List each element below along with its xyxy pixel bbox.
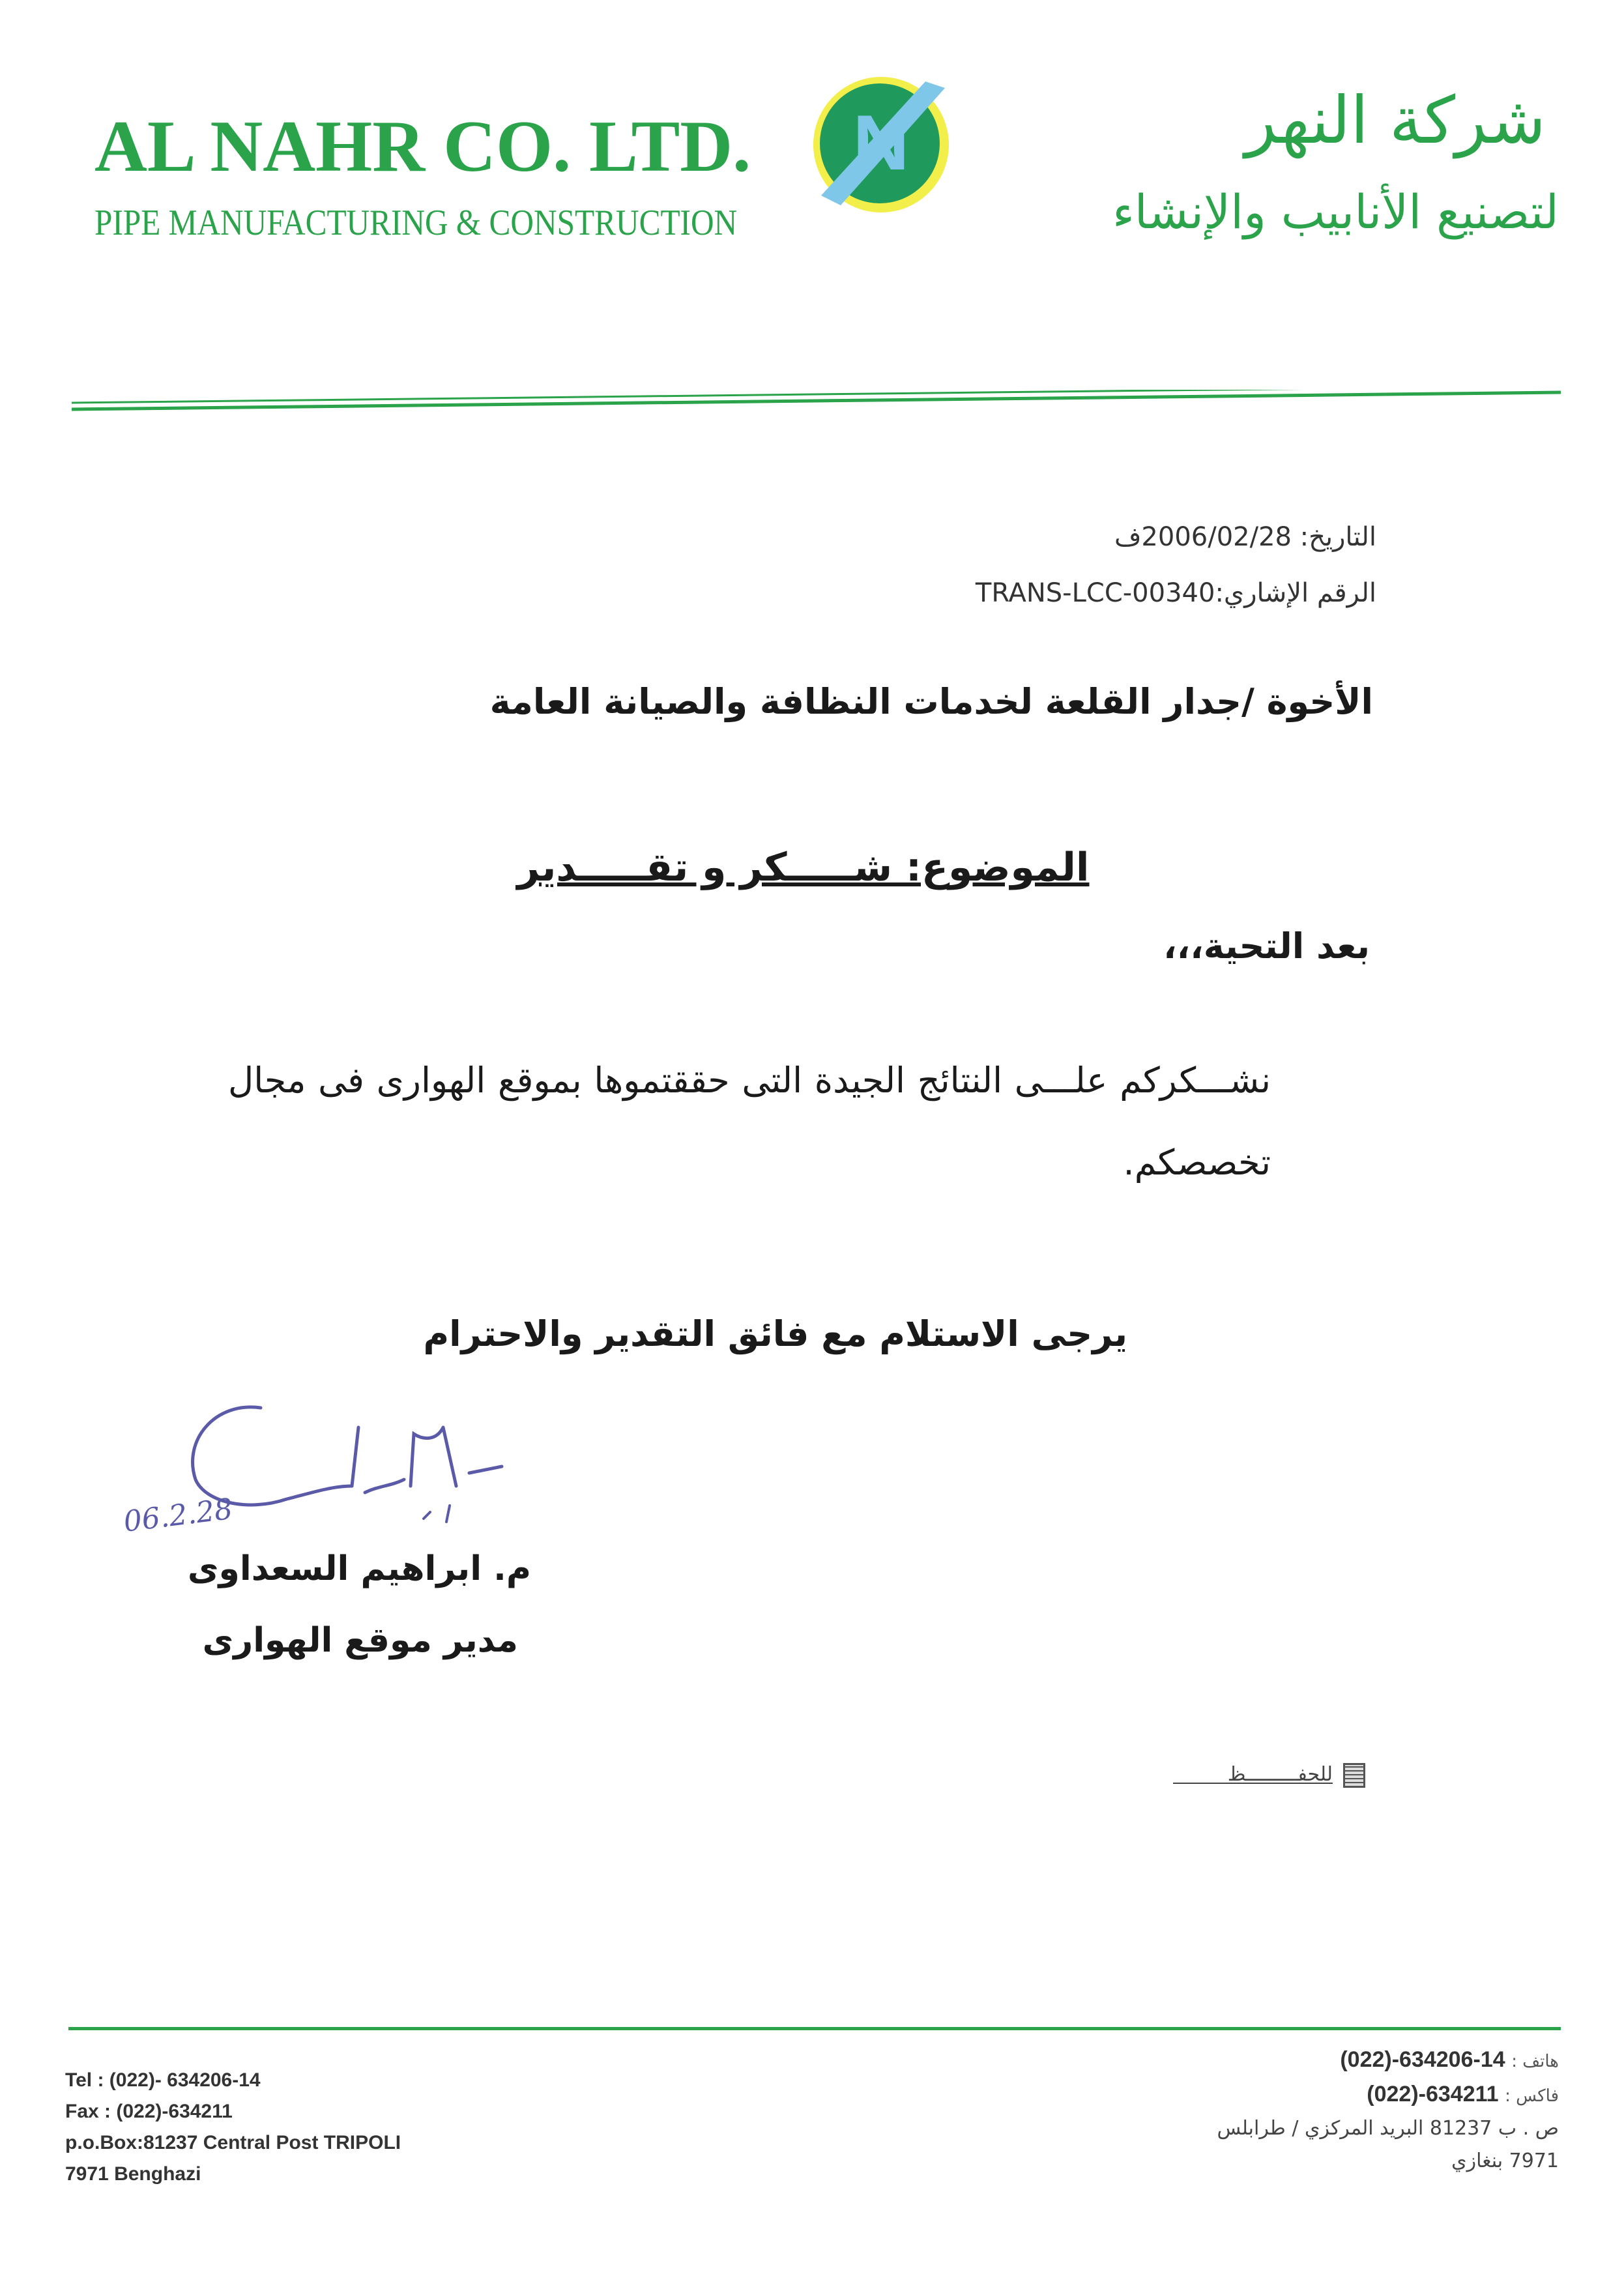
company-name-english: AL NAHR CO. LTD.	[94, 106, 751, 187]
letter-body: نشـــكركم علـــى النتائج الجيدة التى حققتموها بموقع الهوارى فى مجال تخصصكم.	[228, 1060, 1271, 1183]
file-note	[1170, 1757, 1372, 1796]
company-name-arabic: شركة النهر	[1245, 82, 1546, 158]
reference-number: الرقم الإشاري:TRANS-LCC-00340	[975, 578, 1376, 608]
footer-fax-ar	[1103, 2078, 1559, 2112]
footer-tel-label-ar: هاتف :	[1511, 2052, 1559, 2071]
footer-pobox-en: p.o.Box:81237 Central Post TRIPOLI	[65, 2132, 401, 2153]
greeting: بعد التحية،،،	[1163, 926, 1370, 967]
header-divider	[72, 390, 1561, 412]
footer-branch-ar: 7971 بنغازي	[1451, 2150, 1559, 2172]
recipient: الأخوة /جدار القلعة لخدمات النظافة والصيانة العامة	[489, 681, 1373, 722]
company-tagline-arabic: لتصنيع الأنابيب والإنشاء	[1112, 184, 1559, 239]
footer-tel-en: Tel : (022)- 634206-14	[65, 2069, 261, 2091]
closing-line: يرجى الاستلام مع فائق التقدير والاحترام	[423, 1313, 1127, 1354]
company-tagline-english: PIPE MANUFACTURING & CONSTRUCTION	[94, 203, 738, 243]
footer-tel-ar	[1103, 2043, 1559, 2078]
company-logo	[808, 72, 955, 218]
footer-contact-arabic	[1103, 2043, 1559, 2178]
file-note-label: للحفـــــــــظ	[1227, 1763, 1333, 1786]
logo-mark: N	[852, 99, 910, 186]
footer-branch-en: 7971 Benghazi	[65, 2163, 201, 2185]
footer-fax-en: Fax : (022)-634211	[65, 2101, 233, 2122]
footer-fax-number-ar: (022)-634211	[1367, 2082, 1499, 2107]
signature-date: 06.2.28	[121, 1492, 235, 1539]
signer-title: مدير موقع الهوارى	[202, 1621, 518, 1660]
footer-contact-english	[65, 2065, 521, 2190]
subject-line: الموضوع: شـــــكر و تقـــــدير	[517, 845, 1090, 890]
footer-pobox-ar: ص . ب 81237 البريد المركزي / طرابلس	[1217, 2117, 1559, 2140]
footer-tel-number-ar: (022)-634206-14	[1340, 2047, 1505, 2072]
footer-divider	[68, 2027, 1561, 2039]
file-checkbox-icon	[1343, 1763, 1365, 1788]
footer-fax-label-ar: فاكس :	[1505, 2086, 1559, 2106]
file-note-line	[1173, 1783, 1333, 1784]
letter-date: التاريخ: 2006/02/28ف	[1114, 522, 1376, 552]
signer-name: م. ابراهيم السعداوى	[187, 1549, 531, 1588]
